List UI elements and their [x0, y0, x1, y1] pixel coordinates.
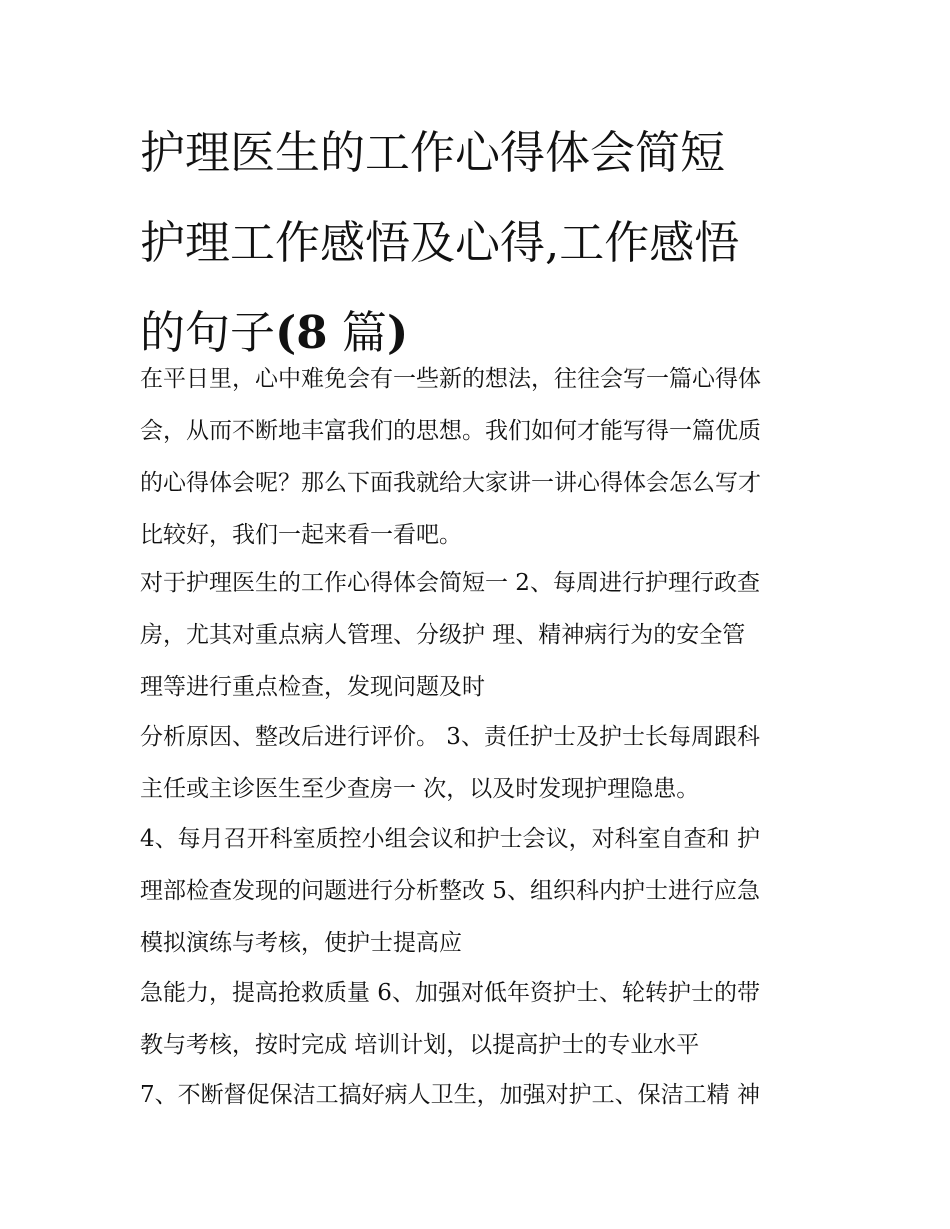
paragraph-item-7 [140, 1069, 820, 1121]
paragraph-line: 理部检查发现的问题进行分析整改 5、组织科内护士进行应急 [140, 878, 760, 904]
title-line: 的句子(8 篇) [140, 306, 409, 359]
document-title [140, 108, 820, 378]
paragraph-line: 4、每月召开科室质控小组会议和护士会议，对科室自查和 护 [140, 826, 760, 852]
paragraph-line: 教与考核，按时完成 培训计划，以提高护士的专业水平 [140, 1032, 700, 1058]
paragraph-item-2 [140, 557, 820, 713]
paragraph-line: 会，从而不断地丰富我们的思想。我们如何才能写得一篇优质 [140, 418, 761, 444]
paragraph-line: 模拟演练与考核，使护士提高应 [140, 930, 462, 956]
paragraph-item-4 [140, 813, 820, 969]
paragraph-line: 在平日里，心中难免会有一些新的想法，往往会写一篇心得体 [140, 366, 761, 392]
paragraph-line: 分析原因、整改后进行评价。 3、责任护士及护士长每周跟科 [140, 724, 760, 750]
paragraph-line: 7、不断督促保洁工搞好病人卫生，加强对护工、保洁工精 神 [140, 1082, 760, 1108]
paragraph-line: 主任或主诊医生至少查房一 次，以及时发现护理隐患。 [140, 776, 700, 802]
title-line: 护理医生的工作心得体会简短 [140, 126, 726, 179]
paragraph-item-3 [140, 711, 820, 815]
paragraph-line: 比较好，我们一起来看一看吧。 [140, 522, 462, 548]
paragraph-intro [140, 353, 820, 561]
paragraph-line: 急能力，提高抢救质量 6、加强对低年资护士、轮转护士的带 [140, 980, 760, 1006]
title-line: 护理工作感悟及心得,工作感悟 [140, 216, 740, 269]
paragraph-line: 的心得体会呢？那么下面我就给大家讲一讲心得体会怎么写才 [140, 470, 761, 496]
paragraph-item-6 [140, 967, 820, 1071]
paragraph-line: 对于护理医生的工作心得体会简短一 2、每周进行护理行政查 [140, 570, 760, 596]
paragraph-line: 房，尤其对重点病人管理、分级护 理、精神病行为的安全管 [140, 622, 746, 648]
paragraph-line: 理等进行重点检查，发现问题及时 [140, 674, 485, 700]
